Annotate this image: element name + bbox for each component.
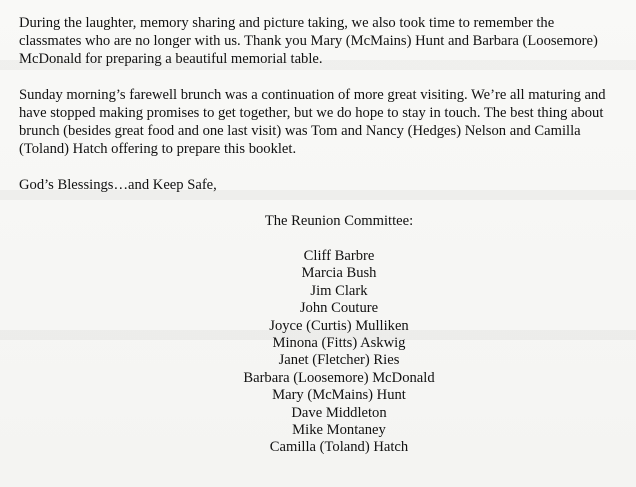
committee-member: Minona (Fitts) Askwig	[272, 335, 406, 352]
committee-member: Cliff Barbre	[303, 248, 375, 264]
committee-member: Camilla (Toland) Hatch	[269, 439, 409, 456]
paragraph-memorial: During the laughter, memory sharing and picture taking, we also took time to remember the classmates who are no longer with us. Thank you Mary (McMains) Hunt and Barbara (Loosemore) McDonald for preparing a beautiful memorial table.	[19, 15, 598, 67]
committee-member: Marcia Bush	[301, 265, 377, 282]
committee-member: Barbara (Loosemore) McDonald	[243, 369, 435, 386]
committee-member: John Couture	[299, 300, 379, 317]
committee-member: Janet (Fletcher) Ries	[278, 352, 400, 369]
committee-block	[19, 212, 619, 457]
committee-member: Mike Montaney	[292, 422, 386, 439]
committee-member: Dave Middleton	[291, 404, 387, 421]
committee-title: The Reunion Committee:	[264, 213, 414, 229]
committee-member: Jim Clark	[310, 282, 368, 299]
committee-member: Mary (McMains) Hunt	[272, 387, 406, 404]
document-content	[19, 14, 619, 457]
committee-member: Joyce (Curtis) Mulliken	[269, 317, 409, 334]
paragraph-brunch: Sunday morning’s farewell brunch was a continuation of more great visiting. We’re all maturing and have stopped making promises to get together, but we do hope to stay in touch. The best thing about brunch (besides great food and one last visit) was Tom and Nancy (Hedges) Nelson and Camilla (Toland) Hatch offering to prepare this booklet.	[19, 87, 606, 157]
committee-member-list	[19, 248, 619, 457]
closing-line: God’s Blessings…and Keep Safe,	[19, 177, 217, 193]
